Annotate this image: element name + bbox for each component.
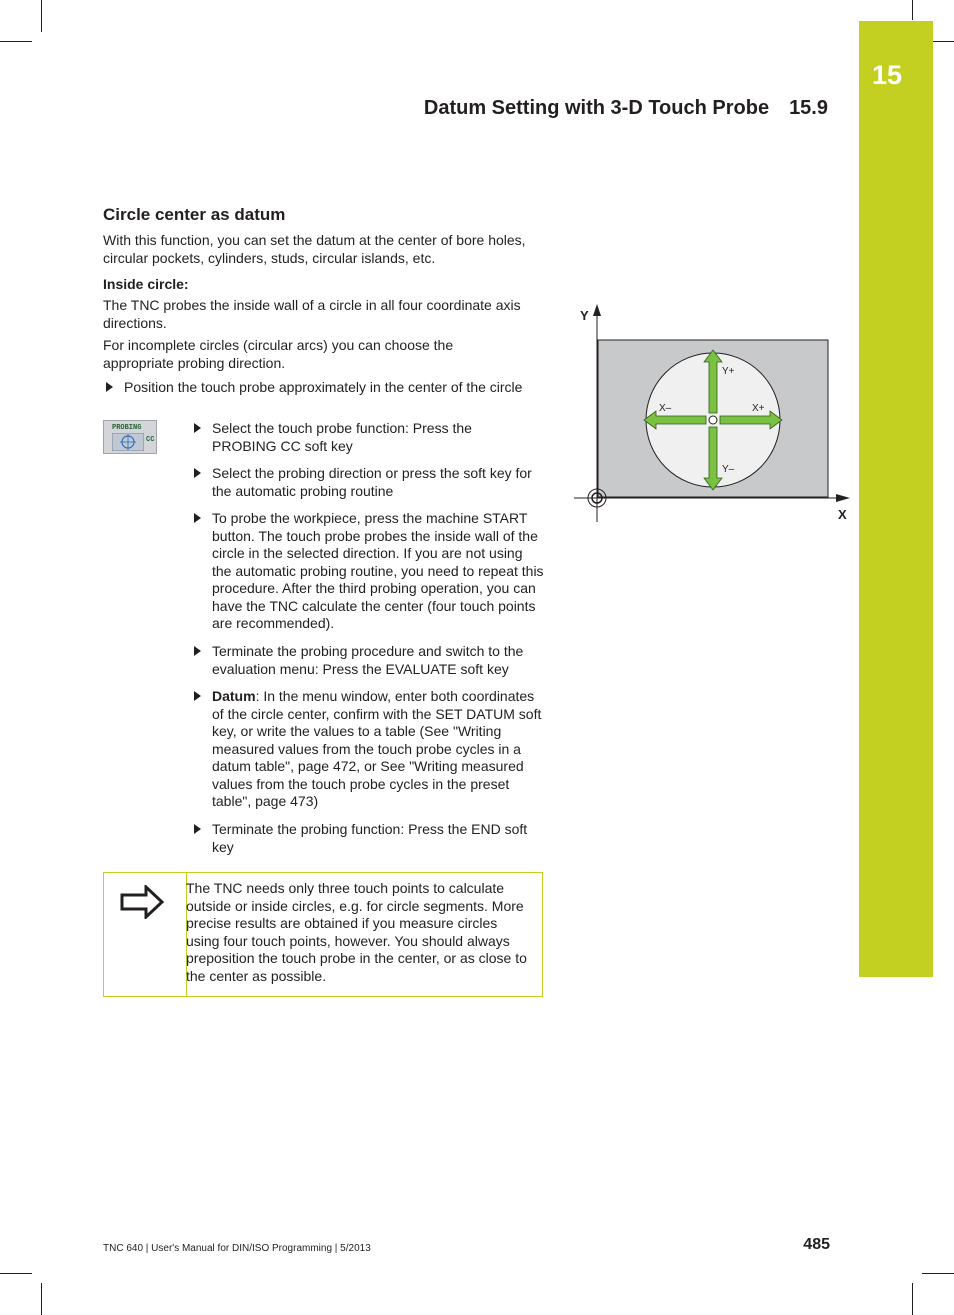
section-title: Circle center as datum (103, 205, 286, 224)
crop-mark (41, 1283, 42, 1315)
x-axis-label: X (838, 507, 847, 522)
y-minus-label: Y– (722, 464, 735, 475)
step-text: To probe the workpiece, press the machine START button. The touch probe probes the inside wall of the circle in the selected direction. If you are not using the automatic probing routine, you need to repeat this procedure. After the third probing operation, you can have the TNC calculate the center (four touch points are recommended). (212, 510, 544, 631)
crop-mark (0, 41, 32, 42)
step-position (124, 379, 524, 397)
running-head-section: 15.9 (789, 97, 828, 119)
crop-mark (912, 1283, 913, 1315)
x-axis-arrow-icon (836, 494, 850, 502)
running-head (424, 97, 828, 120)
step-item (212, 420, 532, 455)
note-arrow-icon (120, 885, 166, 919)
step-datum (212, 688, 544, 811)
y-axis-arrow-icon (593, 304, 601, 316)
step-text: Terminate the probing procedure and switch to the evaluation menu: Press the EVALUATE soft key (212, 643, 524, 677)
y-plus-label: Y+ (722, 366, 735, 377)
inside-circle-paragraph: The TNC probes the inside wall of a circle in all four coordinate axis directions. (103, 297, 521, 331)
softkey-label-bottom: CC (146, 436, 155, 444)
step-item (212, 510, 544, 633)
bullet-arrow-icon (194, 423, 201, 433)
intro-paragraph: With this function, you can set the datum at the center of bore holes, circular pockets, cylinders, studs, circular islands, etc. (103, 232, 526, 266)
page-number: 485 (803, 1236, 830, 1253)
step-final-text: Terminate the probing function: Press the END soft key (212, 821, 528, 855)
step-item (212, 465, 534, 500)
chapter-number: 15 (872, 60, 903, 90)
step-item (212, 643, 544, 678)
running-head-title: Datum Setting with 3-D Touch Probe (423, 97, 770, 119)
bullet-arrow-icon (194, 513, 201, 523)
crop-mark (41, 0, 42, 32)
footer-text: TNC 640 | User's Manual for DIN/ISO Programming | 5/2013 (103, 1243, 371, 1254)
bullet-arrow-icon (194, 646, 201, 656)
bullet-arrow-icon (194, 691, 201, 701)
step-text: Select the touch probe function: Press the PROBING CC soft key (212, 420, 472, 454)
probe-center-icon (709, 416, 717, 424)
probing-cc-softkey[interactable] (103, 420, 157, 454)
datum-text: : In the menu window, enter both coordinates of the circle center, confirm with the SET DATUM soft key, or write the values to a table (See "Writing measured values from the touch probe cycles in a datum table", page 472, or See "Writing measured values from the touch probe cycles in the preset table", page 473) (212, 688, 542, 809)
note-text: The TNC needs only three touch points to calculate outside or inside circles, e.g. for circle segments. More precise results are obtained if you measure circles using four touch points, however. You should always preposition the touch probe in the center, or as close to the center as possible. (186, 880, 527, 984)
x-plus-label: X+ (752, 403, 765, 414)
circle-probing-figure (570, 300, 855, 525)
crop-mark (912, 0, 913, 20)
incomplete-paragraph: For incomplete circles (circular arcs) you can choose the appropriate probing direction. (103, 337, 454, 371)
inside-circle-heading: Inside circle: (103, 276, 189, 292)
step-final (212, 821, 532, 856)
step-position-text: Position the touch probe approximately in the center of the circle (124, 379, 523, 395)
y-axis-label: Y (580, 308, 589, 323)
step-text: Select the probing direction or press the soft key for the automatic probing routine (212, 465, 532, 499)
crop-mark (0, 1273, 32, 1274)
datum-keyword: Datum (212, 688, 256, 704)
chapter-tab (859, 21, 933, 977)
x-minus-label: X– (659, 403, 672, 414)
crop-mark (922, 1273, 954, 1274)
bullet-arrow-icon (194, 824, 201, 834)
softkey-label-top: PROBING (112, 424, 142, 432)
probe-circle-icon (112, 433, 144, 451)
bullet-arrow-icon (106, 382, 113, 392)
bullet-arrow-icon (194, 468, 201, 478)
